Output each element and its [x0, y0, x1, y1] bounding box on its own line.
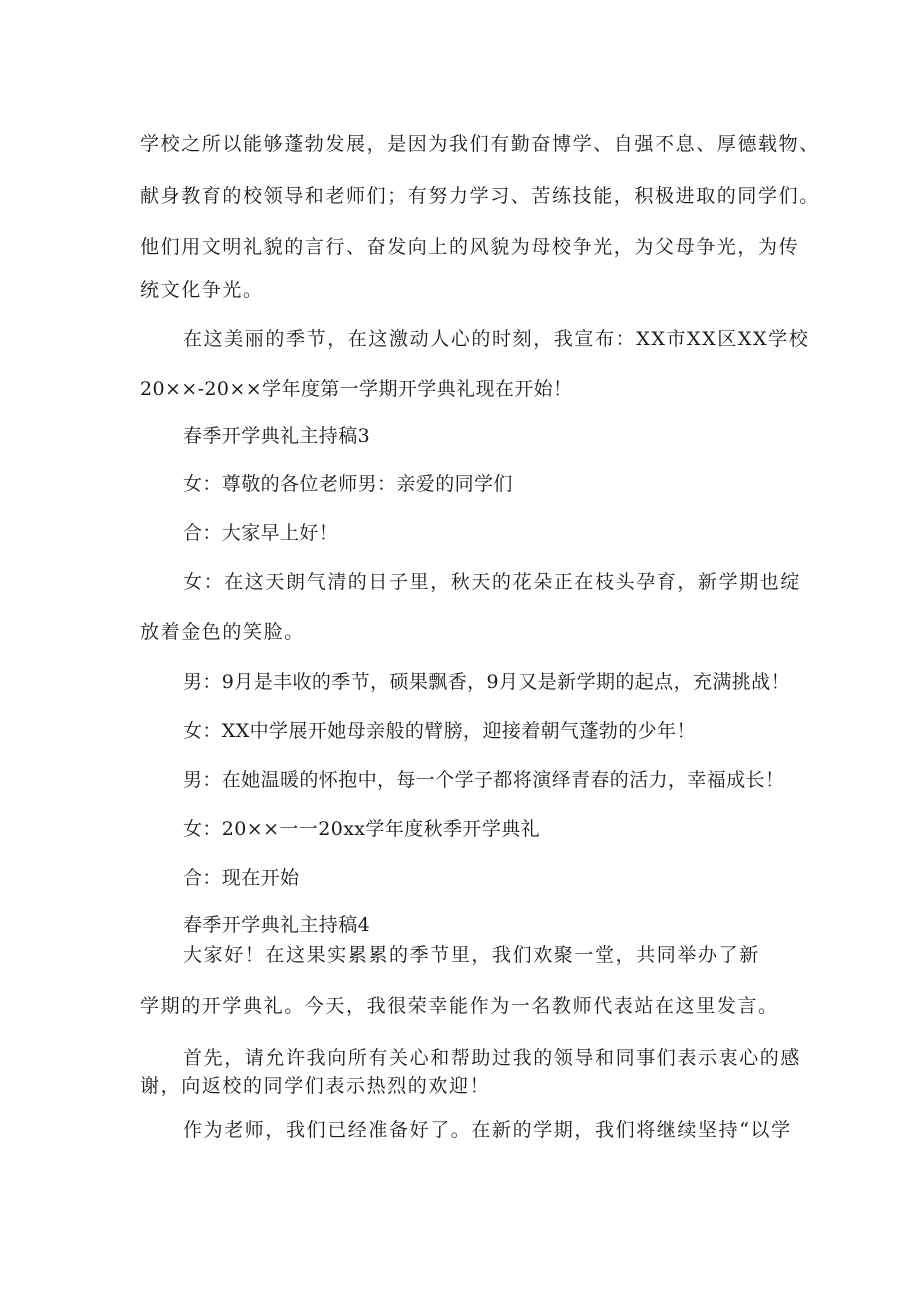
paragraph-line: 学期的开学典礼。今天，我很荣幸能作为一名教师代表站在这里发言。 — [140, 995, 779, 1017]
paragraph-line: 统文化争光。 — [140, 279, 264, 301]
paragraph-line: 献身教育的校领导和老师们；有努力学习、苦练技能，积极进取的同学们。 — [140, 185, 820, 207]
dialogue-line: 女：尊敬的各位老师男：亲爱的同学们 — [183, 473, 513, 495]
section-heading: 春季开学典礼主持稿4 — [183, 914, 371, 936]
dialogue-line: 男：9月是丰收的季节，硕果飘香，9月又是新学期的起点，充满挑战！ — [183, 671, 790, 693]
paragraph-line: 首先，请允许我向所有关心和帮助过我的领导和同事们表示衷心的感 — [183, 1047, 802, 1069]
paragraph-line: 谢，向返校的同学们表示热烈的欢迎！ — [140, 1075, 491, 1097]
paragraph-line: 学校之所以能够蓬勃发展，是因为我们有勤奋博学、自强不息、厚德载物、 — [140, 133, 820, 155]
dialogue-line: 合：现在开始 — [183, 867, 300, 889]
paragraph-line: 他们用文明礼貌的言行、奋发向上的风貌为母校争光，为父母争光，为传 — [140, 236, 800, 258]
paragraph-line: 20××-20××学年度第一学期开学典礼现在开始！ — [140, 378, 573, 400]
paragraph-line: 作为老师，我们已经准备好了。在新的学期，我们将继续坚持“以学 — [183, 1119, 792, 1141]
dialogue-line: 女：20××一一20xx学年度秋季开学典礼 — [183, 818, 541, 840]
paragraph-line: 在这美丽的季节，在这激动人心的时刻，我宣布：XX市XX区XX学校 — [183, 328, 810, 350]
section-heading: 春季开学典礼主持稿3 — [183, 425, 371, 447]
dialogue-line: 合：大家早上好！ — [183, 522, 339, 544]
dialogue-line: 女：XX中学展开她母亲般的臂膀，迎接着朝气蓬勃的少年！ — [183, 720, 696, 742]
dialogue-line: 男：在她温暖的怀抱中，每一个学子都将演绎青春的活力，幸福成长！ — [183, 769, 785, 791]
paragraph-line: 放着金色的笑脸。 — [140, 621, 305, 643]
dialogue-line: 女：在这天朗气清的日子里，秋天的花朵正在枝头孕育，新学期也绽 — [183, 571, 802, 593]
paragraph-line: 大家好！在这果实累累的季节里，我们欢聚一堂，共同举办了新 — [183, 944, 760, 966]
